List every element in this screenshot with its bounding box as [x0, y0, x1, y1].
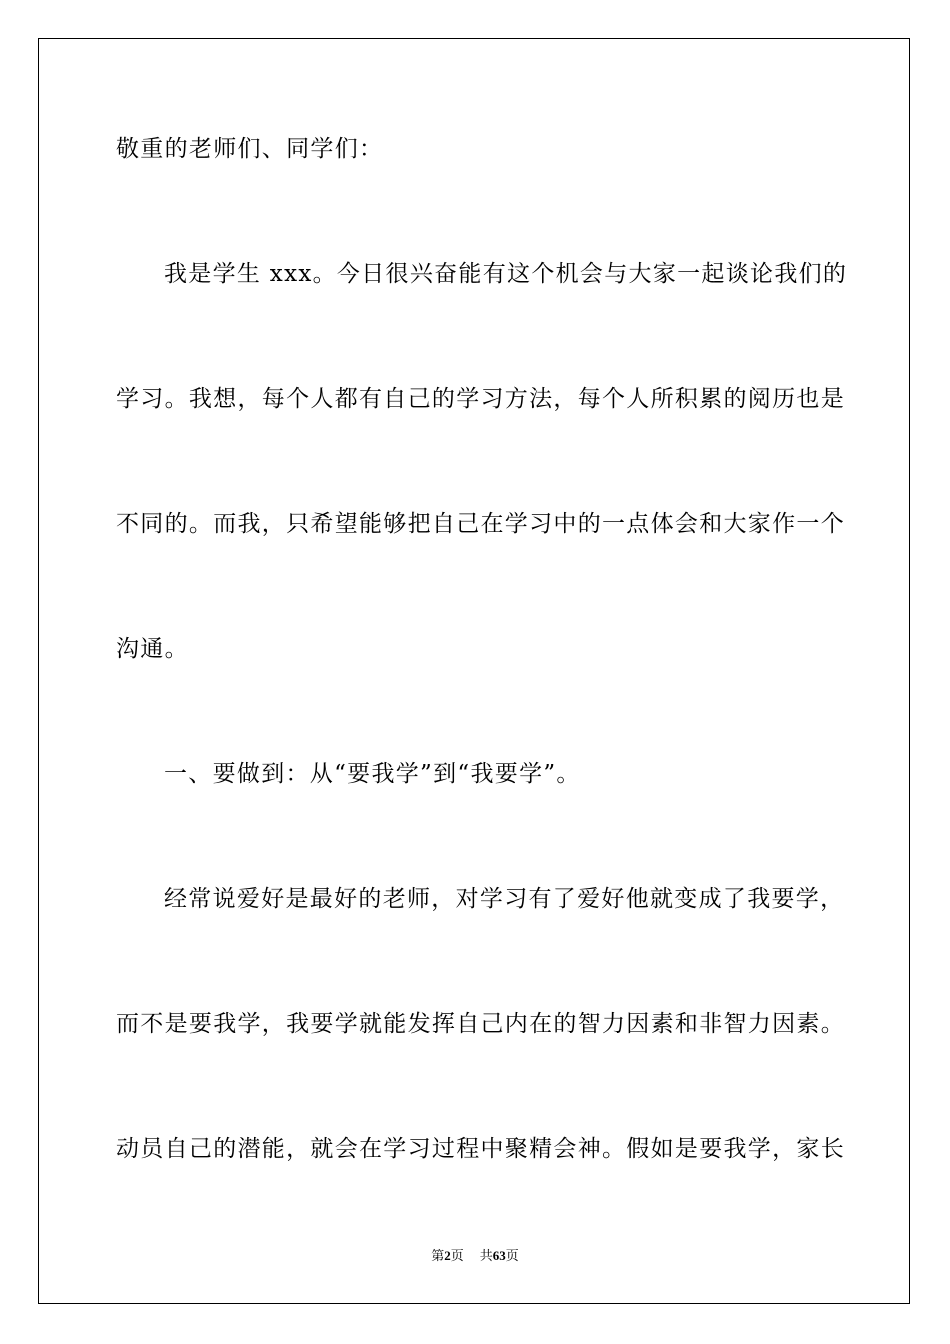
total-pages: 63: [492, 1248, 506, 1263]
total-suffix: 页: [505, 1248, 519, 1263]
section-heading: 一、要做到：从“要我学”到“我要学”。: [164, 761, 581, 787]
page-border: [38, 38, 910, 1304]
body-line-1: 我是学生 xxx。今日很兴奋能有这个机会与大家一起谈论我们的: [164, 261, 848, 287]
page-footer: [0, 1247, 950, 1265]
body-line-3: 不同的。而我，只希望能够把自己在学习中的一点体会和大家作一个: [116, 511, 845, 537]
page-suffix: 页: [450, 1248, 464, 1263]
body-line-7: 动员自己的潜能，就会在学习过程中聚精会神。假如是要我学，家长: [116, 1136, 845, 1162]
page-number: 2: [444, 1248, 451, 1263]
total-prefix: 共: [479, 1248, 493, 1263]
body-line-2: 学习。我想，每个人都有自己的学习方法，每个人所积累的阅历也是: [116, 386, 845, 412]
page-prefix: 第: [431, 1248, 445, 1263]
body-line-4: 沟通。: [116, 636, 189, 662]
body-line-6: 而不是要我学，我要学就能发挥自己内在的智力因素和非智力因素。: [116, 1011, 845, 1037]
body-line-5: 经常说爱好是最好的老师，对学习有了爱好他就变成了我要学，: [164, 886, 845, 912]
salutation: 敬重的老师们、同学们：: [116, 136, 384, 162]
